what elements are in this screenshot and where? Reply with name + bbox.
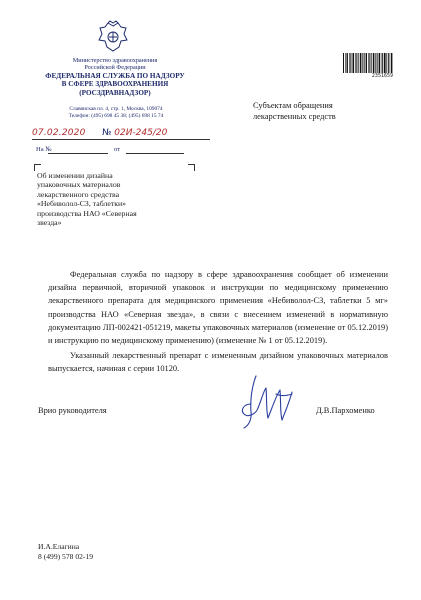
signatory-name: Д.В.Пархоменко (316, 406, 375, 415)
executor-name: И.А.Елагина (38, 542, 80, 551)
ministry-name: Министерство здравоохранения Российской Федерации (72, 57, 158, 72)
letter-subject: Об изменении дизайна упаковочных материалов лекарственного средства «Небиволол-СЗ, таблетки» производства НАО «Северная звезда» (37, 171, 137, 228)
reply-to-date-label: от (114, 146, 121, 153)
barcode (343, 53, 393, 73)
date-number-line (32, 139, 210, 140)
subject-bracket-left (34, 164, 41, 171)
letter-body (48, 268, 388, 376)
recipient: Субъектам обращения лекарственных средств (253, 101, 336, 121)
reply-to-date-line (126, 153, 184, 154)
registration-date: 07.02.2020 (32, 128, 86, 138)
reply-to-number-label: На № (36, 146, 52, 153)
reply-to-number-line (48, 153, 108, 154)
registration-number: № 02И-245/20 (102, 128, 168, 138)
emblem-icon (96, 20, 130, 54)
executor-phone: 8 (499) 578 02-19 (38, 552, 94, 561)
subject-bracket-right (188, 164, 195, 171)
signatory-role: Врио руководителя (38, 406, 107, 415)
barcode-number: 2351659 (371, 73, 393, 79)
handwritten-signature (236, 374, 298, 430)
letterhead-address: Славянская пл. 4, стр. 1, Москва, 109074 Телефон: (495) 698 45 38; (495) 698 15 74 (68, 106, 164, 120)
service-name: ФЕДЕРАЛЬНАЯ СЛУЖБА ПО НАДЗОРУ В СФЕРЕ ЗДРАВООХРАНЕНИЯ (РОСЗДРАВНАДЗОР) (45, 72, 185, 97)
body-paragraph-2: Указанный лекарственный препарат с измененным дизайном упаковочных материалов выпускается, начиная с серии 10120. (48, 351, 388, 374)
body-paragraph-1: Федеральная служба по надзору в сфере здравоохранения сообщает об изменении дизайна первичной, вторичной упаковок и инструкции по медицинскому применению лекарственного препарата для медицинского применения «Небиволол-СЗ, таблетки 5 мг» производства НАО «Северная звезда», в связи с внесением изменений в нормативную документацию ЛП-002421-051219, макеты упаковочных материалов (изменение от 05.12.2019) и инструкцию по медицинскому применению) (изменение № 1 от 05.12.2019). (48, 270, 388, 346)
